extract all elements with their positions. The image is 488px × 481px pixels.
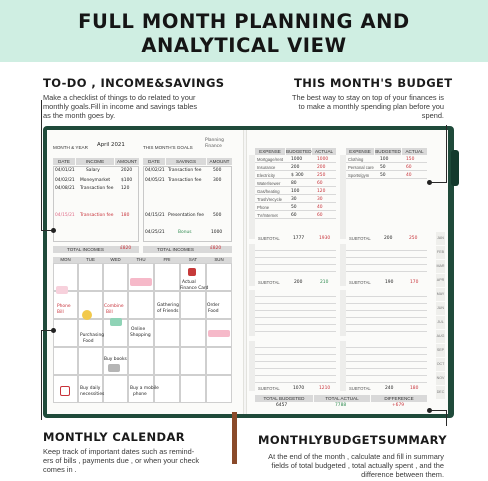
month-tab[interactable]: NOV: [436, 372, 445, 385]
income-row-date: 04/15/21: [55, 213, 75, 218]
budget-row: [255, 348, 336, 355]
goals-note-line2: Finance: [205, 144, 222, 149]
weekday-thu: THU: [128, 257, 154, 263]
total-savings-value: £820: [210, 246, 222, 251]
calendar-note-sub: Finance Card: [180, 286, 209, 291]
budget-row: [255, 318, 336, 325]
income-col-date: DATE: [53, 158, 75, 165]
income-row-amount: 2020: [121, 168, 133, 173]
weekday-wed: WED: [103, 257, 128, 263]
calendar-note-sub: Food: [208, 309, 219, 314]
total-actual-value: 7788: [335, 403, 347, 408]
income-col-amount: AMOUNT: [115, 158, 139, 165]
calendar-note-sub: phone: [133, 392, 147, 397]
weekday-tue: TUE: [78, 257, 103, 263]
savings-row-name: Transaction fee: [168, 168, 202, 173]
calendar-note: Combine: [104, 304, 124, 309]
month-tab[interactable]: AUG: [436, 330, 445, 343]
calendar-section-description: Keep track of important dates such as remind- ers of bills , payments due , or when your check comes in .: [43, 447, 200, 475]
budget-row: [346, 362, 427, 369]
sticker-note: [130, 278, 152, 286]
budget-row: [255, 311, 336, 318]
month-tab[interactable]: APR: [436, 274, 445, 287]
budget-row: [346, 341, 427, 348]
budget-row-label: Mortgage/rent: [257, 157, 284, 162]
sticker-label: [208, 330, 230, 337]
budget-row: [255, 304, 336, 311]
budget-row-actual: 250: [317, 173, 326, 178]
calendar-note-sub: of Friends: [157, 309, 179, 314]
budget-row-budgeted: 50: [291, 205, 297, 210]
calendar-day-cell: [180, 375, 206, 403]
month-tab[interactable]: MAY: [436, 288, 445, 301]
calendar-day-cell: [128, 347, 154, 375]
month-year-value: April 2021: [97, 142, 125, 148]
calendar-note: Order: [207, 303, 220, 308]
budget-row: [255, 251, 336, 258]
budget-row: [346, 311, 427, 318]
subtotal-actual: 170: [410, 280, 419, 285]
budget-row: [346, 244, 427, 251]
savings-row-amount: 500: [213, 213, 222, 218]
calendar-note-sub: Bill: [57, 310, 64, 315]
budget-section-title: THIS MONTH'S BUDGET: [294, 76, 453, 90]
total-budgeted-label: TOTAL BUDGETED: [255, 395, 313, 402]
pointer-line-budget: [446, 125, 447, 183]
subtotal-label: SUBTOTAL: [349, 236, 371, 241]
budget-row-actual: 200: [317, 165, 326, 170]
pointer-dot-calendar: [51, 328, 56, 333]
budget-row-label: Water/sewer: [257, 181, 281, 186]
budget-row-actual: 30: [317, 197, 323, 202]
calendar-note: Gathering: [157, 303, 179, 308]
subtotal-label: SUBTOTAL: [258, 386, 280, 391]
calendar-day-cell: [180, 291, 206, 319]
budget-row-label: Sports/gym: [348, 173, 370, 178]
budget-row: [346, 369, 427, 376]
month-tab[interactable]: JAN: [436, 232, 445, 245]
calendar-day-cell: [180, 347, 206, 375]
budget-row: [255, 376, 336, 383]
budget-row-actual: 1000: [317, 157, 329, 162]
budget-row: [255, 265, 336, 272]
elastic-band: [451, 150, 459, 186]
budget-row-budgeted: $ 300: [291, 173, 304, 178]
calendar-note-sub: Food: [83, 339, 94, 344]
income-row-amount: 180: [121, 213, 130, 218]
income-row-name: Transaction fee: [80, 213, 114, 218]
budget-row: [255, 341, 336, 348]
budget-col-actual-2: ACTUAL: [402, 148, 427, 155]
calendar-day-cell: [206, 375, 232, 403]
income-row-name: Moneymarket: [80, 178, 111, 183]
sticker-book-icon: [108, 364, 120, 372]
savings-col-savings: SAVINGS: [166, 158, 206, 165]
month-tab[interactable]: DEC: [436, 386, 445, 399]
budget-row-label: Gas/heating: [257, 189, 280, 194]
calendar-note: Online: [131, 327, 146, 332]
budget-row-actual: 40: [317, 205, 323, 210]
subtotal-budgeted: 190: [385, 280, 394, 285]
budget-row: [255, 290, 336, 297]
total-incomes-label: TOTAL INCOMES: [67, 247, 104, 252]
savings-row-date: 04/02/21: [145, 168, 165, 173]
calendar-day-cell: [206, 263, 232, 291]
sticker-heart-icon: [188, 268, 196, 276]
budget-row-actual: 40: [406, 173, 412, 178]
month-tab[interactable]: JUL: [436, 316, 445, 329]
calendar-note: Actual: [182, 280, 196, 285]
budget-col-expense-2: EXPENSE: [346, 148, 374, 155]
income-row-name: Salary: [86, 168, 100, 173]
budget-row-actual: 60: [406, 165, 412, 170]
calendar-note: Phone: [57, 304, 71, 309]
todo-section-title: TO-DO , INCOME&SAVINGS: [43, 76, 225, 90]
savings-row-amount: 1000: [211, 230, 223, 235]
subtotal-actual: 210: [320, 280, 329, 285]
calendar-day-cell: [78, 347, 103, 375]
savings-row-amount: 300: [213, 178, 222, 183]
budget-row: [346, 355, 427, 362]
total-savings-label: TOTAL INCOMES: [157, 247, 194, 252]
budget-row-label: Insurance: [257, 165, 276, 170]
savings-row-date: 04/15/21: [145, 213, 165, 218]
budget-row: [255, 297, 336, 304]
sticker-sun-icon: [82, 310, 92, 320]
calendar-day-cell: [78, 263, 103, 291]
weekday-sat: SAT: [180, 257, 206, 263]
savings-row-date: 04/25/21: [145, 230, 165, 235]
budget-row: [346, 318, 427, 325]
subtotal-actual: 1210: [319, 386, 331, 391]
calendar-day-cell: [103, 375, 128, 403]
calendar-section-title: MONTHLY CALENDAR: [43, 430, 186, 444]
budget-col-actual: ACTUAL: [312, 148, 336, 155]
pointer-line-summary: [446, 410, 447, 426]
budget-row-label: Clothing: [348, 157, 364, 162]
month-tab[interactable]: OCT: [436, 358, 445, 371]
subtotal-label: SUBTOTAL: [258, 280, 280, 285]
subtotal-actual: 180: [410, 386, 419, 391]
budget-row-budgeted: 100: [380, 157, 389, 162]
sticker-cat-icon: [56, 286, 68, 294]
calendar-day-cell: [206, 347, 232, 375]
goals-label: THIS MONTH'S GOALS: [143, 145, 193, 150]
budget-row-budgeted: 1000: [291, 157, 303, 162]
budget-col-budgeted-2: BUDGETED: [375, 149, 401, 154]
calendar-day-cell: [128, 263, 154, 291]
summary-section-description: At the end of the month , calculate and fill in summary fields of total budgeted , total actually spent , and the difference between them.: [268, 452, 444, 480]
income-row-name: Transaction fee: [80, 186, 114, 191]
budget-row-budgeted: 60: [291, 213, 297, 218]
weekday-fri: FRI: [154, 257, 180, 263]
budget-row-budgeted: 100: [291, 189, 300, 194]
budget-row-budgeted: 50: [380, 173, 386, 178]
pointer-line-calendar: [41, 330, 42, 420]
month-tab[interactable]: JUN: [436, 302, 445, 315]
budget-row-budgeted: 200: [291, 165, 300, 170]
subtotal-budgeted: 200: [294, 280, 303, 285]
budget-row-actual: 120: [317, 189, 326, 194]
calendar-note-sub: Bill: [106, 310, 113, 315]
income-col-income: INCOME: [76, 158, 114, 165]
pointer-dot-budget: [427, 180, 432, 185]
book-spine: [243, 130, 247, 414]
calendar-note: Buy a mobile: [130, 386, 159, 391]
budget-col-expense: EXPENSE: [255, 148, 285, 155]
savings-row-date: 04/05/21: [145, 178, 165, 183]
subtotal-label: SUBTOTAL: [349, 386, 371, 391]
pointer-dot-todo: [51, 228, 56, 233]
savings-row-name: Bonus: [178, 230, 192, 235]
todo-section-description: Make a checklist of things to do related to your monthly goals.Fill in income and savings tables as the month goes by.: [43, 93, 198, 121]
calendar-day-cell: [154, 263, 180, 291]
subtotal-budgeted: 1070: [293, 386, 305, 391]
budget-row-label: Phone: [257, 205, 270, 210]
month-tab[interactable]: FEB: [436, 246, 445, 259]
budget-row: [346, 304, 427, 311]
budget-row-budgeted: 30: [291, 197, 297, 202]
month-tab[interactable]: SEP: [436, 344, 445, 357]
budget-row: [255, 362, 336, 369]
difference-label: DIFFERENCE: [371, 395, 427, 402]
calendar-day-cell: [103, 263, 128, 291]
headline-line-1: FULL MONTH PLANNING AND: [78, 10, 410, 33]
budget-row-actual: 60: [317, 213, 323, 218]
budget-row-label: TV/Internet: [257, 213, 278, 218]
sticker-cup-icon: [110, 318, 122, 326]
calendar-day-cell: [53, 347, 78, 375]
subtotal-actual: 1930: [319, 236, 331, 241]
total-incomes-value: £820: [120, 246, 132, 251]
budget-row: [346, 258, 427, 265]
budget-row: [346, 325, 427, 332]
subtotal-budgeted: 200: [384, 236, 393, 241]
budget-row: [255, 355, 336, 362]
budget-row-actual: 150: [406, 157, 415, 162]
savings-row-name: Transaction fee: [168, 178, 202, 183]
calendar-day-cell: [154, 347, 180, 375]
budget-section-description: The best way to stay on top of your finances is to make a monthly spending plan before you spend.: [292, 93, 444, 121]
calendar-note-sub: Shopping: [130, 333, 151, 338]
budget-row-budgeted: 50: [380, 165, 386, 170]
pointer-line-budget-h: [430, 182, 446, 183]
budget-row: [346, 348, 427, 355]
budget-row-label: Electricity: [257, 173, 275, 178]
month-tab[interactable]: MAR: [436, 260, 445, 273]
total-actual-label: TOTAL ACTUAL: [314, 395, 370, 402]
income-row-date: 04/02/21: [55, 178, 75, 183]
budget-row-actual: 60: [317, 181, 323, 186]
headline-line-2: ANALYTICAL VIEW: [141, 34, 347, 57]
calendar-day-cell: [154, 319, 180, 347]
month-year-label: MONTH & YEAR: [53, 145, 88, 150]
goals-note-line1: Planning: [205, 138, 224, 143]
calendar-note-sub: necessities: [80, 392, 105, 397]
subtotal-budgeted: 240: [385, 386, 394, 391]
total-budgeted-value: 6457: [276, 403, 288, 408]
income-row-amount: 120: [121, 186, 130, 191]
budget-row: [255, 258, 336, 265]
calendar-note: Purchasing: [80, 333, 105, 338]
budget-row: [346, 251, 427, 258]
subtotal-actual: 250: [409, 236, 418, 241]
calendar-day-cell: [180, 319, 206, 347]
savings-col-date: DATE: [143, 158, 165, 165]
calendar-day-cell: [128, 291, 154, 319]
income-row-amount: $100: [121, 178, 133, 183]
summary-section-title: MONTHLYBUDGETSUMMARY: [258, 433, 447, 447]
subtotal-label: SUBTOTAL: [349, 280, 371, 285]
savings-col-amount: AMOUNT: [207, 158, 232, 165]
budget-row: [346, 376, 427, 383]
weekday-sun: SUN: [206, 257, 232, 263]
calendar-note: Buy books: [104, 357, 127, 362]
income-row-date: 04/01/21: [55, 168, 75, 173]
pointer-line-todo: [41, 100, 42, 230]
budget-col-budgeted: BUDGETED: [286, 149, 312, 154]
budget-row: [255, 369, 336, 376]
budget-row-budgeted: 80: [291, 181, 297, 186]
subtotal-budgeted: 1777: [293, 236, 305, 241]
headline: [0, 10, 488, 58]
calendar-note: Buy daily: [80, 386, 101, 391]
savings-row-name: Presentation fee: [168, 213, 204, 218]
budget-row-label: Trash/recycle: [257, 197, 282, 202]
weekday-mon: MON: [53, 257, 78, 263]
budget-row-label: Personal care: [348, 165, 374, 170]
difference-value: +679: [392, 403, 405, 408]
budget-row: [255, 325, 336, 332]
subtotal-label: SUBTOTAL: [258, 236, 280, 241]
budget-row: [255, 244, 336, 251]
pointer-line-summary-h: [430, 410, 446, 411]
savings-row-amount: 500: [213, 168, 222, 173]
sticker-checkbox-icon: [60, 386, 70, 396]
budget-row: [346, 290, 427, 297]
pointer-dot-summary: [427, 408, 432, 413]
budget-row: [346, 297, 427, 304]
calendar-day-cell: [53, 319, 78, 347]
budget-row: [346, 265, 427, 272]
income-row-date: 04/08/21: [55, 186, 75, 191]
